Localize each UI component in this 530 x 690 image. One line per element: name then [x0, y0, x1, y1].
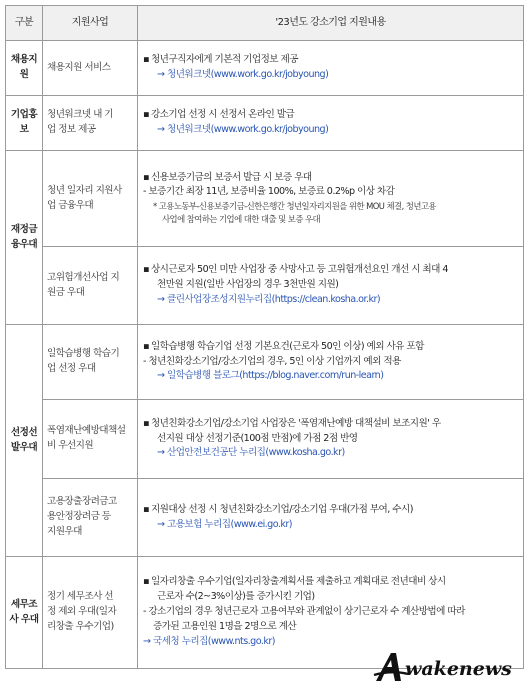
category-label: 융우대 [10, 238, 38, 250]
program-label: 일학습병행 학습기 [47, 348, 120, 360]
program-cell [43, 557, 138, 669]
program-label: 지원우대 [47, 525, 82, 537]
program-cell [43, 41, 138, 96]
program-cell [43, 325, 138, 400]
category-label: 보 [19, 124, 29, 135]
program-label: 폭염재난예방대책설 [47, 425, 126, 437]
content-line: 증가된 고용인원 1명을 2명으로 계산 [153, 620, 297, 632]
table-row [6, 479, 524, 557]
content-line: 근로자 수(2~3%이상)를 증가시킨 기업) [157, 591, 315, 603]
content-cell [138, 41, 524, 96]
content-line: 선지원 대상 선정기준(100점 만점)에 가점 2점 반영 [157, 432, 358, 444]
content-line: ▪ 일학습병행 학습기업 선정 기본요건(근로자 50인 이상) 예외 사유 포함 [143, 340, 424, 352]
table-row [6, 96, 524, 151]
header-category: 구분 [6, 6, 43, 41]
content-link[interactable]: → 청년워크넷(www.work.go.kr/jobyoung) [157, 124, 329, 135]
program-cell [43, 247, 138, 325]
program-label: 정 제외 우대(일자 [47, 606, 117, 618]
content-cell [138, 151, 524, 247]
content-cell [138, 479, 524, 557]
program-label: 원금 우대 [47, 286, 85, 298]
program-label: 고용장출장려금고 [47, 496, 117, 508]
program-label: 청년워크넷 내 기 [47, 109, 114, 121]
program-label: 리창출 우수기업) [47, 620, 114, 632]
content-cell [138, 325, 524, 400]
content-link[interactable]: → 일학습병행 블로그(https://blog.naver.com/run-learn) [157, 370, 384, 382]
content-line: ▪ 청년친화강소기업/강소기업 사업장은 '폭염재난예방 대책설비 보조지원' 우 [143, 417, 441, 429]
content-note: * 고용노동부-신용보증기금-신한은행간 청년일자리지원을 위한 MOU 체결, 청년고용 [153, 201, 436, 212]
awake-news-logo-icon [372, 648, 522, 684]
category-label: 세무조 [10, 598, 38, 610]
category-cell [6, 151, 43, 325]
content-line: - 청년친화강소기업/강소기업의 경우, 5인 이상 기업까지 예외 적용 [143, 355, 401, 367]
table-row [6, 41, 524, 96]
category-label: 기업홍 [10, 109, 38, 121]
program-cell [43, 479, 138, 557]
category-label: 발우대 [10, 441, 38, 453]
content-cell [138, 96, 524, 151]
content-cell [138, 400, 524, 479]
category-label: 선정선 [10, 426, 38, 438]
content-line: ▪ 신용보증기금의 보증서 발급 시 보증 우대 [143, 171, 312, 183]
content-cell [138, 247, 524, 325]
table-row [6, 247, 524, 325]
content-link[interactable]: → 클린사업장조성지원누리집(https://clean.kosha.or.kr) [157, 293, 381, 305]
category-cell [6, 41, 43, 96]
category-label: 채용지 [10, 54, 38, 66]
program-label: 고위험개선사업 지 [47, 271, 120, 283]
program-label: 업 선정 우대 [47, 363, 96, 374]
program-label: 비 우선지원 [47, 440, 94, 451]
content-line: - 보증기간 최장 11년, 보증비율 100%, 보증료 0.2%p 이상 차감 [143, 186, 395, 198]
program-label: 채용지원 서비스 [47, 61, 111, 73]
category-label: 재정금 [10, 223, 38, 235]
content-link[interactable]: → 국세청 누리집(www.nts.go.kr) [143, 635, 275, 647]
program-label: 업 금융우대 [47, 199, 94, 211]
table-header-row [6, 6, 524, 41]
content-line: ▪ 상시근로자 50인 미만 사업장 중 사망사고 등 고위험개선요인 개선 시 최대 4 [143, 264, 448, 276]
program-cell [43, 400, 138, 479]
content-link[interactable]: → 산업안전보건공단 누리집(www.kosha.go.kr) [157, 447, 345, 459]
content-line: 천만원 지원(일반 사업장의 경우 3천만원 지원) [157, 279, 339, 291]
category-cell [6, 325, 43, 557]
header-program: 지원사업 [43, 6, 138, 41]
content-line: ▪ 일자리창출 우수기업(일자리창출계획서를 제출하고 계획대로 전년대비 상시 [143, 576, 446, 588]
content-line: - 강소기업의 경우 청년근로자 고용여부와 관계없이 상기근로자 수 계산방법에 따라 [143, 606, 465, 618]
content-line: ▪ 강소기업 선정 시 선정서 온라인 발급 [143, 109, 295, 121]
program-label: 청년 일자리 지원사 [47, 184, 122, 196]
program-cell [43, 151, 138, 247]
category-label: 사 우대 [9, 613, 39, 625]
table-row [6, 400, 524, 479]
watermark-text: wakenews [405, 658, 512, 680]
content-link[interactable]: → 고용보험 누리집(www.ei.go.kr) [157, 518, 292, 530]
support-table [5, 5, 524, 669]
header-content: '23년도 강소기업 지원내용 [138, 6, 524, 41]
content-link[interactable]: → 청년워크넷(www.work.go.kr/jobyoung) [157, 69, 329, 80]
category-cell [6, 557, 43, 669]
table-row [6, 151, 524, 247]
program-label: 업 정보 제공 [47, 124, 96, 135]
watermark-logo [372, 648, 522, 684]
content-line: ▪ 지원대상 선정 시 청년친화강소기업/강소기업 우대(가점 부여, 수시) [143, 503, 413, 515]
program-label: 정기 세무조사 선 [47, 591, 114, 603]
category-label: 원 [19, 69, 29, 80]
program-cell [43, 96, 138, 151]
content-note: 사업에 참여하는 기업에 대한 대출 및 보증 우대 [162, 214, 321, 225]
category-cell [6, 96, 43, 151]
content-line: ▪ 청년구직자에게 기본적 기업정보 제공 [143, 54, 298, 66]
table-row [6, 325, 524, 400]
program-label: 용안정장려금 등 [47, 511, 111, 523]
